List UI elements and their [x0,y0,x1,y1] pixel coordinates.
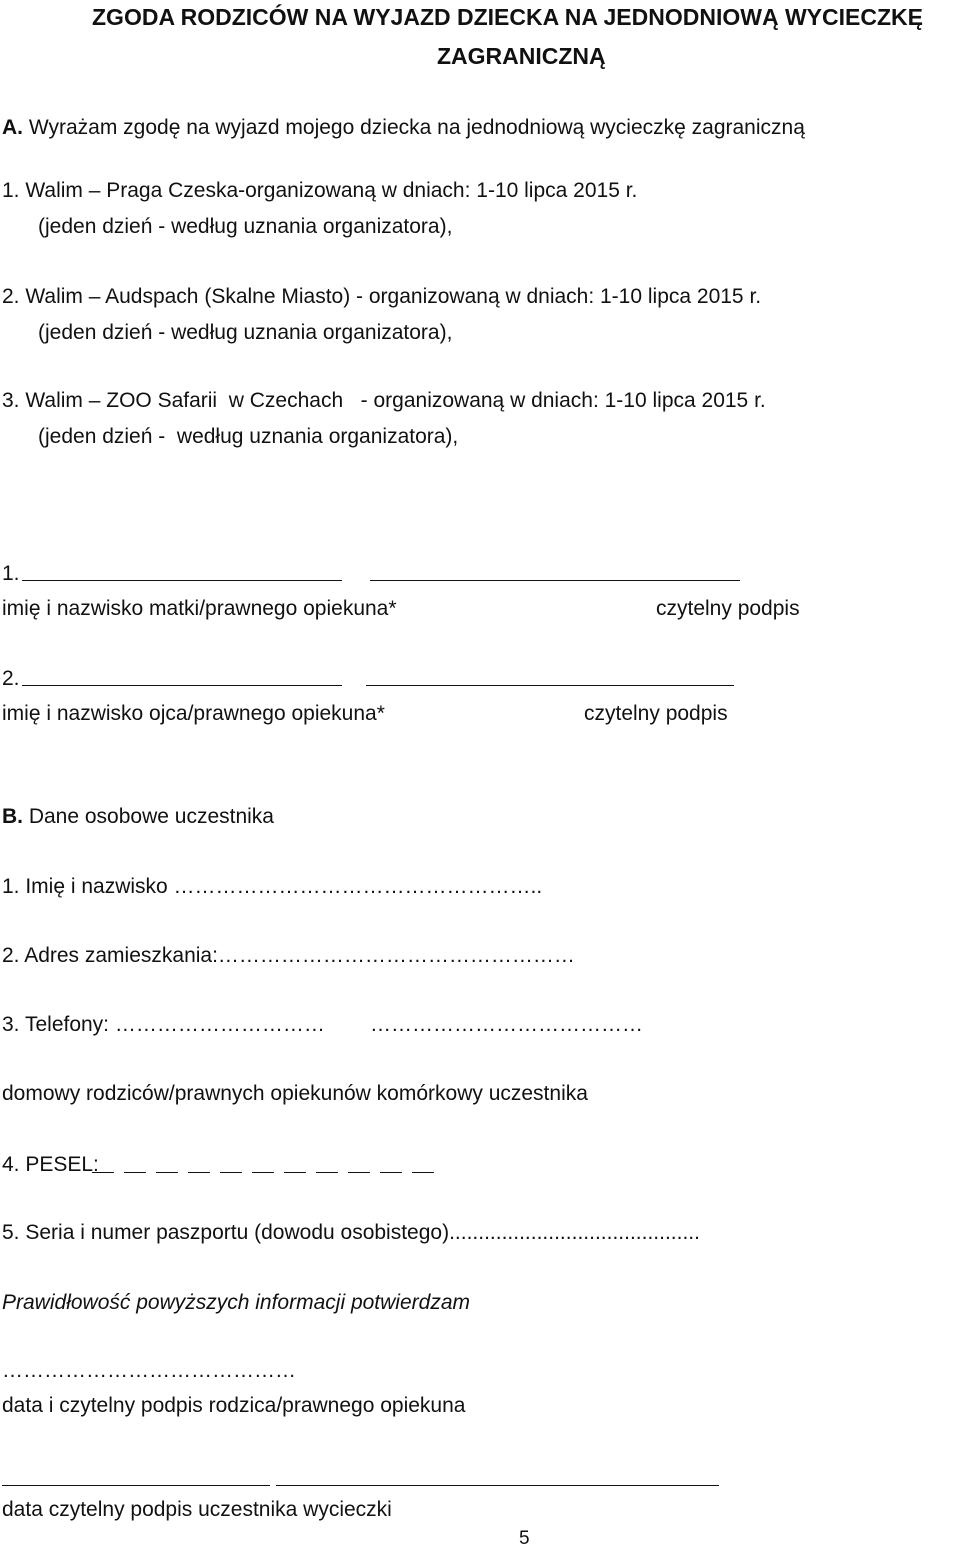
participant-signature-line[interactable] [276,1485,719,1486]
pesel-digit-line[interactable] [348,1172,370,1173]
confirmation-statement-text: Prawidłowość powyższych informacji potwierdzam [2,1291,470,1314]
field-phone-home[interactable]: 3. Telefony: ………………………… [2,1013,325,1036]
trip-1-note: (jeden dzień - według uznania organizatora), [38,215,453,238]
trip-2-line: 2. Walim – Audspach (Skalne Miasto) - organizowaną w dniach: 1-10 lipca 2015 r. [2,285,762,308]
signature-1-sign-line[interactable] [370,580,740,581]
field-phone-mobile[interactable]: ………………………………… [370,1013,643,1036]
pesel-digit-line[interactable] [252,1172,274,1173]
field-address[interactable]: 2. Adres zamieszkania:…………………………………………… [2,944,575,967]
trip-1-line: 1. Walim – Praga Czeska-organizowaną w dniach: 1-10 lipca 2015 r. [2,179,638,202]
trip-2-note: (jeden dzień - według uznania organizatora), [38,321,453,344]
trip-3-note: (jeden dzień - według uznania organizatora), [38,425,459,448]
signature-1-name-caption: imię i nazwisko matki/prawnego opiekuna* [2,597,397,620]
section-a-letter: A. [2,116,23,139]
participant-date-line[interactable] [2,1485,270,1486]
page-number: 5 [519,1528,530,1549]
pesel-digit-line[interactable] [316,1172,338,1173]
section-a-heading [2,117,805,138]
signature-1-sign-caption: czytelny podpis [656,597,800,620]
document-title-line-1: ZGODA RODZICÓW NA WYJAZD DZIECKA NA JEDNODNIOWĄ WYCIECZKĘ [92,4,923,30]
field-pesel-label: 4. PESEL: [2,1153,99,1176]
signature-2-number: 2. [2,667,20,690]
section-b-heading [2,806,274,827]
parent-signature-caption: data i czytelny podpis rodzica/prawnego opiekuna [2,1394,466,1417]
signature-2-name-caption: imię i nazwisko ojca/prawnego opiekuna* [2,702,385,725]
pesel-digit-line[interactable] [124,1172,146,1173]
confirmation-statement [2,1292,470,1313]
pesel-digit-line[interactable] [380,1172,402,1173]
section-b-text: Dane osobowe uczestnika [23,805,274,828]
section-b-letter: B. [2,805,23,828]
trip-3-line: 3. Walim – ZOO Safarii w Czechach - organizowaną w dniach: 1-10 lipca 2015 r. [2,389,766,412]
signature-2-sign-line[interactable] [366,685,734,686]
signature-1-number: 1. [2,562,20,585]
pesel-digit-line[interactable] [284,1172,306,1173]
signature-1-name-line[interactable] [22,580,342,581]
pesel-digit-line[interactable] [220,1172,242,1173]
signature-2-sign-caption: czytelny podpis [584,702,728,725]
pesel-digit-line[interactable] [412,1172,434,1173]
signature-2-name-line[interactable] [22,685,342,686]
phone-caption: domowy rodziców/prawnych opiekunów komórkowy uczestnika [2,1082,588,1105]
document-title-line-2: ZAGRANICZNĄ [437,43,606,69]
pesel-digit-line[interactable] [92,1172,114,1173]
participant-signature-caption: data czytelny podpis uczestnika wycieczki [2,1498,392,1521]
field-passport[interactable]: 5. Seria i numer paszportu (dowodu osobistego)........................................... [2,1221,700,1244]
parent-signature-dots[interactable]: …………………………………… [2,1359,296,1382]
section-a-text: Wyrażam zgodę na wyjazd mojego dziecka na jednodniową wycieczkę zagraniczną [23,116,805,139]
pesel-digit-line[interactable] [156,1172,178,1173]
field-name[interactable]: 1. Imię i nazwisko …………………………………………….. [2,875,543,898]
pesel-digit-line[interactable] [188,1172,210,1173]
